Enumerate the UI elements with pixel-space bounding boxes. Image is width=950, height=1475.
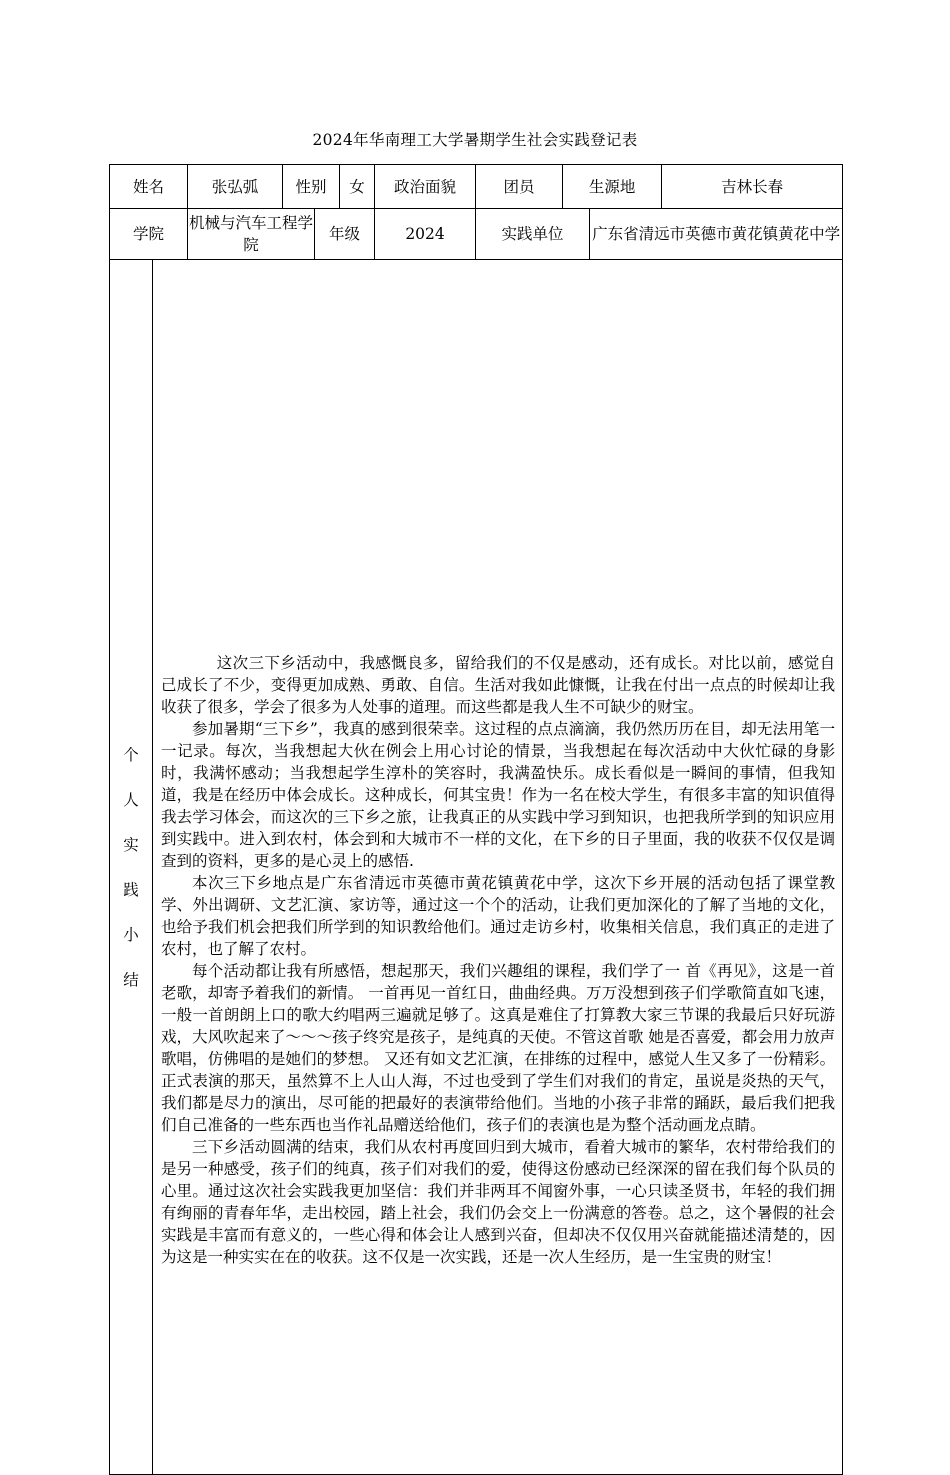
summary-paragraph: 参加暑期“三下乡”，我真的感到很荣幸。这过程的点点滴滴，我仍然历历在目，却无法用笔一一记录。每次，当我想起大伙在例会上用心讨论的情景，当我想起在每次活动中大伙忙碌的身影时，我满怀感动；当我想起学生淳朴的笑容时，我满盈快乐。成长看似是一瞬间的事情，但我知道，我是在经历中体会成长。这种成长，何其宝贵！作为一名在校大学生，有很多丰富的知识值得我去学习体会，而这次的三下乡之旅，让我真正的从实践中学习到知识，也把我所学到的知识应用到实践中。进入到农村，体会到和大城市不一样的文化，在下乡的日子里面，我的收获不仅仅是调查到的资料，更多的是心灵上的感悟. (161, 720, 836, 870)
grade-value: 2024 (375, 209, 476, 260)
summary-paragraph: 这次三下乡活动中，我感慨良多，留给我们的不仅是感动，还有成长。对比以前，感觉自己成长了不少，变得更加成熟、勇敢、自信。生活对我如此慷慨，让我在付出一点点的时候却让我收获了很多，学会了很多为人处事的道理。而这些都是我人生不可缺少的财宝。 (161, 654, 836, 716)
side-label-char: 结 (123, 970, 139, 989)
summary-paragraph: 本次三下乡地点是广东省清远市英德市黄花镇黄花中学，这次下乡开展的活动包括了课堂教学、外出调研、文艺汇演、家访等，通过这一个个的活动，让我们更加深化的了解了当地的文化，也给予我们机会把我们所学到的知识教给他们。通过走访乡村，收集相关信息，我们真正的走进了农村，也了解了农村。 (161, 874, 836, 958)
origin-label: 生源地 (563, 165, 662, 209)
table-row (110, 165, 843, 209)
college-label: 学院 (110, 209, 188, 260)
summary-body (153, 260, 843, 1475)
gender-value: 女 (340, 165, 375, 209)
summary-paragraph: 每个活动都让我有所感悟，想起那天，我们兴趣组的课程，我们学了一 首《再见》，这是一首老歌，却寄予着我们的新情。 一首再见一首红日，曲曲经典。万万没想到孩子们学歌简直如飞速，一般一首朗朗上口的歌大约唱两三遍就足够了。这真是难住了打算教大家三节课的我最后只好玩游戏，大风吹起来了～～～孩子终究是孩子，是纯真的天使。不管这首歌 她是否喜爱，都会用力放声歌唱，仿佛唱的是她们的梦想。 又还有如文艺汇演，在排练的过程中，感觉人生又多了一份精彩。正式表演的那天，虽然算不上人山人海，不过也受到了学生们对我们的肯定，虽说是炎热的天气，我们都是尽力的演出，尽可能的把最好的表演带给他们。当地的小孩子非常的踊跃，最后我们把我们自己准备的一些东西也当作礼品赠送给他们，孩子们的表演也是为整个活动画龙点睛。 (161, 962, 836, 1134)
practice-unit-label: 实践单位 (476, 209, 590, 260)
politics-label: 政治面貌 (375, 165, 476, 209)
summary-side-label (110, 260, 153, 1475)
summary-paragraph: 三下乡活动圆满的结束，我们从农村再度回归到大城市，看着大城市的繁华，农村带给我们的是另一种感受，孩子们的纯真，孩子们对我们的爱，使得这份感动已经深深的留在我们每个队员的心里。通过这次社会实践我更加坚信：我们并非两耳不闻窗外事，一心只读圣贤书，年轻的我们拥有绚丽的青春年华，走出校园，踏上社会，我们仍会交上一份满意的答卷。总之，这个暑假的社会实践是丰富而有意义的，一些心得和体会让人感到兴奋，但却决不仅仅用兴奋就能描述清楚的，因为这是一种实实在在的收获。这不仅是一次实践，还是一次人生经历，是一生宝贵的财宝！ (161, 1138, 836, 1266)
name-value: 张弘弧 (188, 165, 283, 209)
registration-table (109, 164, 843, 1475)
gender-label: 性别 (283, 165, 340, 209)
side-label-char: 个 (123, 745, 139, 764)
origin-value: 吉林长春 (662, 165, 843, 209)
grade-label: 年级 (315, 209, 375, 260)
table-row (110, 209, 843, 260)
politics-value: 团员 (476, 165, 563, 209)
form-title: 2024年华南理工大学暑期学生社会实践登记表 (312, 131, 638, 149)
side-label-char: 实 (123, 835, 139, 854)
table-row (110, 260, 843, 1475)
side-label-char: 践 (123, 880, 139, 899)
side-label-char: 小 (123, 925, 139, 944)
side-label-char: 人 (123, 790, 139, 809)
name-label: 姓名 (110, 165, 188, 209)
college-value: 机械与汽车工程学院 (188, 209, 315, 260)
practice-unit-value: 广东省清远市英德市黄花镇黄花中学 (590, 209, 843, 260)
